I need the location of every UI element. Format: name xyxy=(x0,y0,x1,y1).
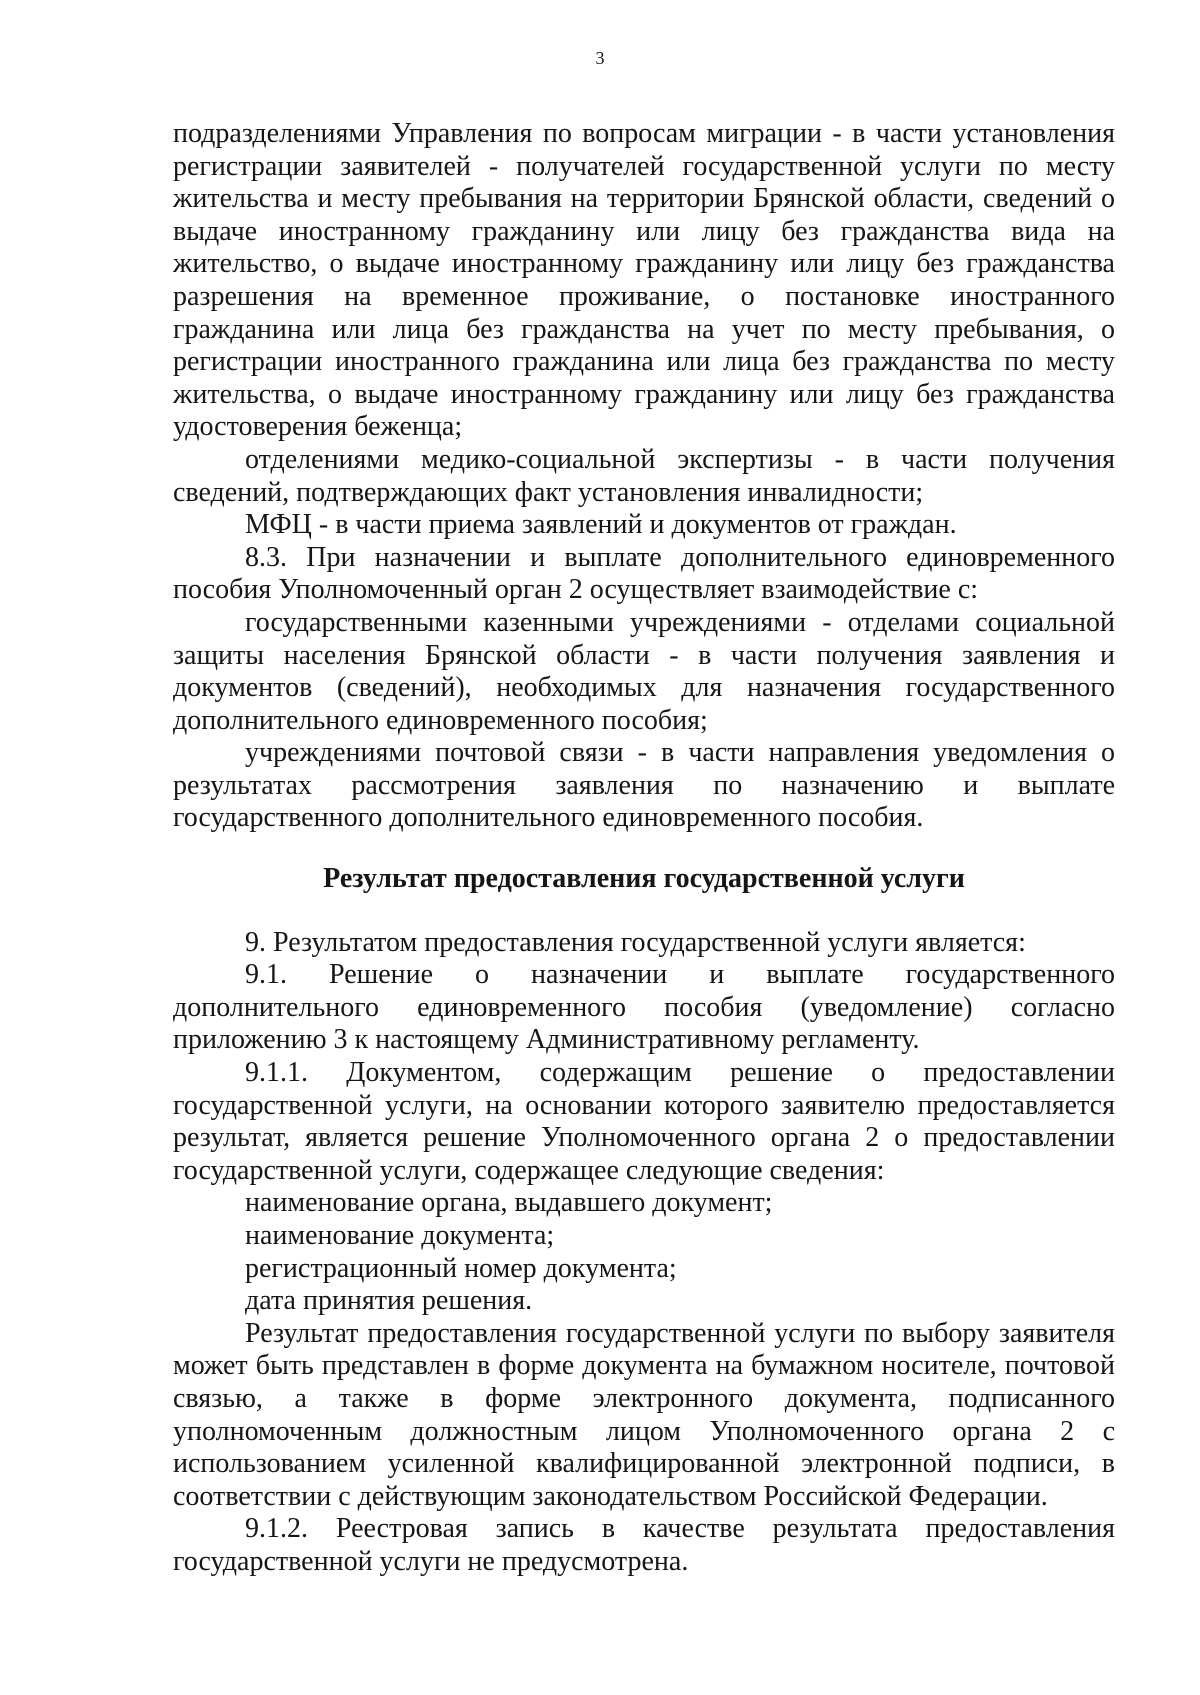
list-item: регистрационный номер документа; xyxy=(245,1252,677,1284)
paragraph-social-protection: государственными казенными учреждениями - отделами социальной защиты населения Брянской области - в части получения заявления и документов (сведений), необходимых для назначения государственного дополнительного единовременного пособия; xyxy=(173,606,1115,736)
paragraph-medical-expertise: отделениями медико-социальной экспертизы - в части получения сведений, подтверждающих факт установления инвалидности; xyxy=(173,443,1115,508)
paragraph-9-1-1: 9.1.1. Документом, содержащим решение о предоставлении государственной услуги, на основании которого заявителю предоставляется результат, является решение Уполномоченного органа 2 о предоставлении государственной услуги, содержащее следующие сведения: xyxy=(173,1057,1115,1186)
list-item: наименование органа, выдавшего документ; xyxy=(245,1187,773,1219)
list-item: наименование документа; xyxy=(245,1220,555,1251)
paragraph-9-1-2: 9.1.2. Реестровая запись в качестве результата предоставления государственной услуги не предусмотрена. xyxy=(173,1513,1115,1577)
paragraph-9: 9. Результатом предоставления государственной услуги является: xyxy=(245,926,1026,958)
section-heading: Результат предоставления государственной услуги xyxy=(323,863,965,895)
paragraph-migration-units: подразделениями Управления по вопросам миграции - в части установления регистрации заявителей - получателей государственной услуги по месту жительства и месту пребывания на территории Брянской области, сведений о выдаче иностранному гражданину или лицу без гражданства вида на жительство, о выдаче иностранному гражданину или лицу без гражданства разрешения на временное проживание, о постановке иностранного гражданина или лица без гражданства на учет по месту пребывания, о регистрации иностранного гражданина или лица без гражданства по месту жительства, о выдаче иностранному гражданину или лицу без гражданства удостоверения беженца; xyxy=(173,118,1115,443)
list-item: дата принятия решения. xyxy=(245,1285,533,1317)
paragraph-8-3: 8.3. При назначении и выплате дополнительного единовременного пособия Уполномоченный орган 2 осуществляет взаимодействие с: xyxy=(173,541,1115,606)
paragraph-result-form: Результат предоставления государственной услуги по выбору заявителя может быть представлен в форме документа на бумажном носителе, почтовой связью, а также в форме электронного документа, подписанного уполномоченным должностным лицом Уполномоченного органа 2 с использованием усиленной квалифицированной электронной подписи, в соответствии с действующим законодательством Российской Федерации. xyxy=(173,1317,1115,1512)
paragraph-postal-service: учреждениями почтовой связи - в части направления уведомления о результатах рассмотрения заявления по назначению и выплате государственного дополнительного единовременного пособия. xyxy=(173,737,1115,834)
paragraph-mfc: МФЦ - в части приема заявлений и документов от граждан. xyxy=(245,509,957,541)
page-number: 3 xyxy=(595,48,605,68)
paragraph-9-1: 9.1. Решение о назначении и выплате государственного дополнительного единовременного пособия (уведомление) согласно приложению 3 к настоящему Административному регламенту. xyxy=(173,959,1115,1056)
document-body xyxy=(173,118,1115,1579)
